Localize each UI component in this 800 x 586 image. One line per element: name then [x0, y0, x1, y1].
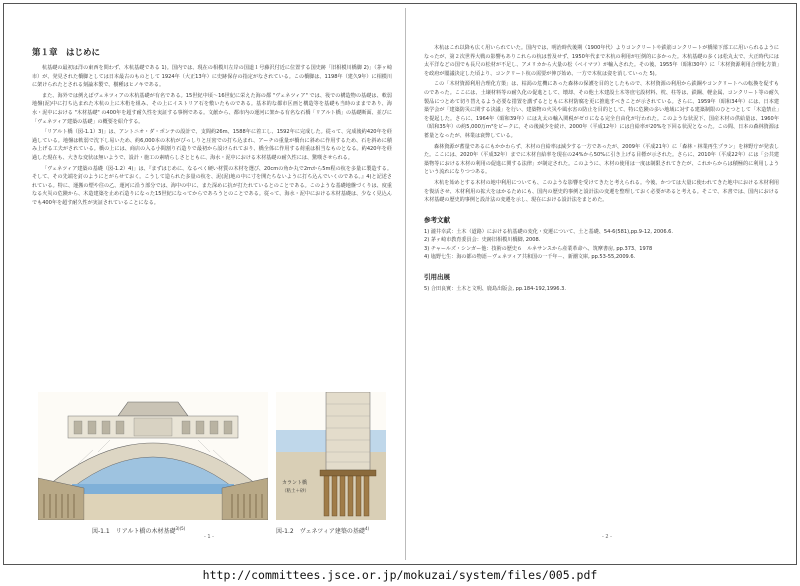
rialto-bridge-figure: [38, 392, 268, 520]
sources-heading: 引用出展: [424, 273, 450, 282]
document-frame: [3, 3, 797, 565]
paragraph: 「ヴェネツィア建築の基礎（図-1.2）4)」は、『まずはじめに、なるべく硬い材質の木材を選び、20cmの角か丸で2mから5m程の杭を多量に製造する。そして、その先端を釘のようにとがらせておく。こうして造られた多量の杭を、泥(泥)地の中に寸を開たちないように打ち込んでいくのである。』4)と記述されている。特に、運搬の煙や往の乙、運河に沿う部分では、海中の中に、また深めに抗が打たれているとのことである。このような基礎地盤づくりは、度重なる火災の危険から、木造建築を止め石造りになった15世紀になってからであろうとのことである。従って、海水・泥中における木材基礎は、少なく見込んでも400年を超す耐久性が実証されていることになる。: [32, 165, 392, 206]
references-heading: 参考文献: [424, 215, 450, 224]
figure-caption-ref: 4): [364, 526, 370, 531]
figures: [32, 392, 392, 542]
reference-item: 1) 瀧井幸武：土木（道路）における杭基礎の変化・変遷について、土と基礎、54-6(581),pp.9-12, 2006.6.: [424, 228, 674, 235]
figure-caption-2: [276, 526, 369, 535]
figure-caption-text: 図-1.1 リアルト橋の木材基礎: [92, 528, 176, 535]
chapter-title: 第１章 はじめに: [32, 48, 101, 58]
paragraph: 木杭を始めとする木材の地中利用についても、このような影響を受けてきたと考えられる。今後、かつては大量に使われてきた地中における木材利用を復活させ、木材利用の拡大をはかるためにも、国内の歴史的事例と設計法の変遷を整理しておく必要があると考える。そこで、本書では、国内における木材基礎の歴史的事例と設計法の変遷を示し、現在における設計法をまとめた。: [424, 179, 779, 204]
reference-item: 3) チャールズ・シンガー他：技術の歴史６ ルネサンスから産業革命へ、筑摩書房, pp.373、1978: [424, 245, 653, 252]
paragraph: 森林資源が蓄量であるにもかかわらず、木材の自給率は減少する一方であったが、2009年（平成21年）に「森林・林業再生プラン」を林野庁が発表した。ここには、2020年（平成32年）までに木材自給率を現在の24%から50%に引き上げる目標が示された。さらに、2010年（平成22年）には「公共建築物等における木材の利用の促進に関する法律」が制定された。このように、木材の使用は一度は制限されてきたが、これからからは積極的に利用しようという流れになりつつある。: [424, 143, 779, 176]
paragraph: 木杭はこれ以降も広く用いられていた。国内では、明治時代後期（1900年代）よりコンクリートや鉄筋コンクリートが橋梁下部工に用いられるようになったが、第２次世界大戦の影響もありこれらの杭は普及せず、1950年代まで木杭の利用が圧倒的に多かった。木杭基礎の多くは松丸太で、大正時代には太平洋などの国でも長尺の松材が不足し、アメリカから大量の松（ベイマツ）が輸入された。その後、1955年（昭和30年）に「木材資源利用合理化方策」を政府が閣議決定した頃より、コンクリート杭の需要が伸び始め、一方で木杭は姿を消していった 5)。: [424, 45, 779, 77]
figure-caption-text: 図-1.2 ヴェネツィア建築の基礎: [276, 528, 365, 535]
right-page: [424, 14, 779, 554]
reference-item: 2) 茅ヶ崎市教育委員会：史跡旧相模川橋脚, 2008.: [424, 237, 541, 244]
left-page: [32, 14, 392, 554]
paragraph: また、海外では例えばヴェネツィアの木杭基礎が有名である。15世紀中頃～16世紀に栄えた海の都 "ヴェネツィア" では、筏での構造物の基礎は、軟弱地盤(泥)中に打ち込まれた木杭の上に木桁を組み、その上にイストリア石を敷いたものである。基本的な都市区画と構造等を基礎も当時のままであり、海水・泥中における "木材基礎" の400年を超す耐久性を実証する事例である。文献から、都市内の運河に架かる有名な石橋「リアルト橋」の基礎断面、並びに「ヴェネツィア建築の基礎」の概要を紹介する。: [32, 92, 392, 125]
venice-foundation-figure: [276, 392, 386, 520]
source-url[interactable]: http://committees.jsce.or.jp/mokuzai/system/files/005.pdf: [202, 568, 598, 582]
figure-caption-ref: 3)(5): [175, 526, 186, 531]
page-number-right: - 2 -: [602, 534, 612, 540]
page-number-left: - 1 -: [204, 534, 214, 540]
page-gutter: [405, 8, 406, 560]
paragraph: 「リアルト橋（図-1.1）3)」は、アントニオ・ダ・ポンテの設計で、支間約26m、1588年に着工し、1592年に完成した。従って、完成後約420年を経過している。地盤は軟弱で沈下し易いため、約6,000本の木杭がびっしりと圧密での打ち込まれ、アーチの重量が橋台に斜めに作用するため、石を斜めに積み上げる工夫がされている。橋の上には、商店の入る小間割り石造りで最初から設けられており、橋全体に作用する荷重は相当なものとなる。約420年を経過した現在も、大きな変状は無いようで、設計・施工の素晴らしさとともに、海水・泥中における木材基礎の耐久性には、驚嘆させられる。: [32, 129, 392, 161]
source-item: 5) 合田良實：土木と文明、鹿島出版会, pp.184-192,1996.3.: [424, 286, 567, 293]
figure-label-sand: （粘土＋砂）: [282, 489, 309, 494]
figure-caption-1: [92, 526, 185, 535]
paragraph: この「木材資源利用合理化方策」は、枯渇の危機にあった森林の保護を目的としたもので、木材資源の利用から鉄鋼やコンクリートへの転換を促すものであった。ここには、土壌材料等の耐久化の促進として、壊却、その他土木建設土木等庶宅設材料、枕、柱等は、鉄鋼、軽金属、コンクリート等の耐久製品につとめて切り替えるよう必要な措置を講ずるとともに木材防腐を更に推進すべきことが示されている。さらに、1959年（昭和34年）には、日本建築学会が「建築防災に関する決議」を行い、建築物の火災や風水害の防止を目的として、特に危険の多い地域に対する建築制限のひとつとして「木造禁止」を提起した。さらに、1964年（昭和39年）には丸太の輸入関税がゼロになる完全自由化が行われた。このような状況下、国産木材の供給量は、1960年（昭和35年）の約5,000万m³をピークに、その後減少を続け、2000年（平成12年）には自給率が20%を下回る状況となった。この間、日本の森林資源は蓄量となったが、林業は衰弊している。: [424, 81, 779, 139]
paragraph: 杭基礎の最初は洋の東西を問わず、木杭基礎である 1)。国内では、現在の相模川左岸の国道１号藤沢付近に位置する国史跡「旧相模川橋脚 2)」（茅ヶ崎市）が、発見された橋脚としては日本最古のものとして 1924年（大正13年）に史跡保存の指定がなされている。この橋脚は、1198年（建久9年）に相模川に架けられたとされる刻論本製で、樹種はヒノキである。: [32, 65, 392, 89]
figure-label-clay: カラント橋: [282, 480, 308, 486]
reference-item: 4) 塩野七生：海の都の物語－ヴェネツィア共和国の一千年－、新潮文庫, pp.53-55,2009.6.: [424, 254, 636, 261]
